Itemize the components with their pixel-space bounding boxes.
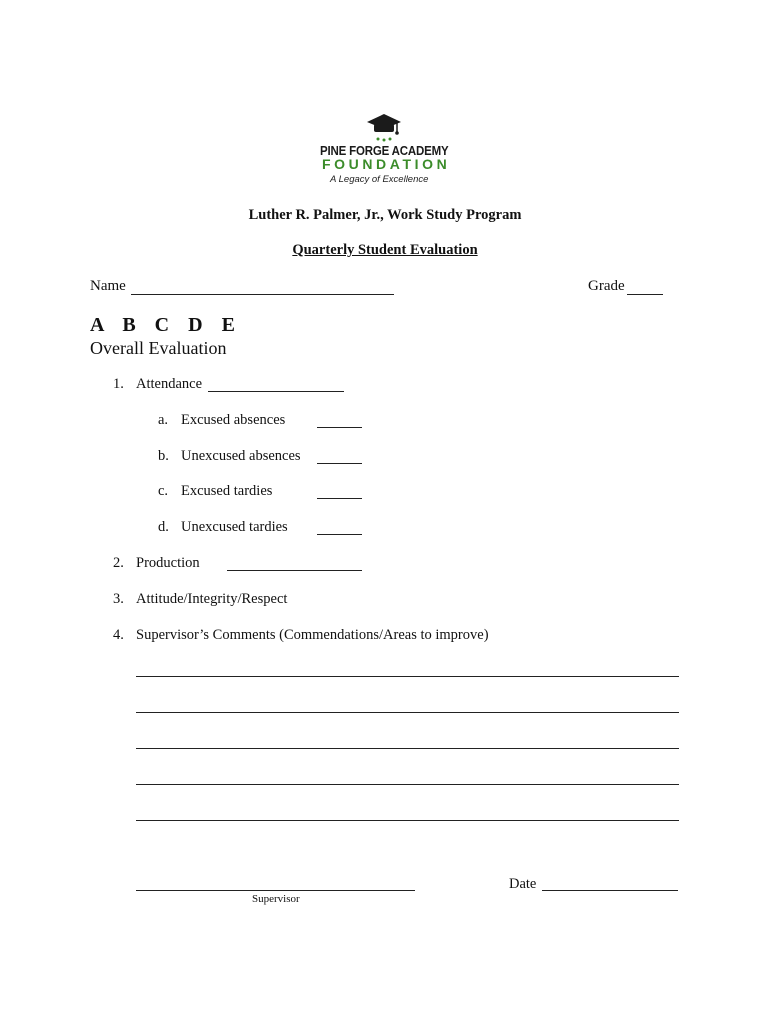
attitude-label: Attitude/Integrity/Respect bbox=[136, 591, 288, 607]
overall-evaluation-label: Overall Evaluation bbox=[90, 338, 227, 358]
sub-letter: b. bbox=[158, 448, 169, 464]
production-field[interactable] bbox=[227, 570, 362, 571]
supervisor-comments-label: Supervisor’s Comments (Commendations/Areas to improve) bbox=[136, 627, 489, 643]
logo-text-foundation: FOUNDATION bbox=[322, 156, 451, 172]
item-number: 1. bbox=[113, 376, 124, 392]
date-label: Date bbox=[509, 876, 537, 892]
excused-absences-label: Excused absences bbox=[181, 412, 286, 428]
item-number: 4. bbox=[113, 627, 124, 643]
production-label: Production bbox=[136, 555, 200, 571]
name-field[interactable] bbox=[131, 294, 394, 295]
unexcused-absences-field[interactable] bbox=[317, 463, 362, 464]
sub-letter: c. bbox=[158, 483, 169, 499]
name-label: Name bbox=[90, 278, 126, 294]
grade-label: Grade bbox=[588, 278, 625, 294]
item-number: 3. bbox=[113, 591, 124, 607]
comment-line[interactable] bbox=[136, 784, 679, 785]
attendance-field[interactable] bbox=[208, 391, 344, 392]
attendance-label: Attendance bbox=[136, 376, 203, 392]
grade-field[interactable] bbox=[627, 294, 663, 295]
graduation-cap-icon bbox=[365, 112, 403, 144]
comment-line[interactable] bbox=[136, 712, 679, 713]
excused-absences-field[interactable] bbox=[317, 427, 362, 428]
foundation-logo bbox=[318, 112, 454, 188]
form-title: Quarterly Student Evaluation bbox=[292, 242, 478, 258]
unexcused-tardies-field[interactable] bbox=[317, 534, 362, 535]
unexcused-absences-label: Unexcused absences bbox=[181, 448, 301, 464]
unexcused-tardies-label: Unexcused tardies bbox=[181, 519, 288, 535]
sub-letter: d. bbox=[158, 519, 169, 535]
grade-scale: A B C D E bbox=[90, 314, 235, 336]
program-title: Luther R. Palmer, Jr., Work Study Program bbox=[248, 207, 522, 223]
comment-line[interactable] bbox=[136, 676, 679, 677]
date-field[interactable] bbox=[542, 890, 678, 891]
logo-text-academy: PINE FORGE ACADEMY bbox=[320, 144, 449, 158]
excused-tardies-field[interactable] bbox=[317, 498, 362, 499]
form-title-wrap bbox=[0, 242, 770, 259]
logo-tagline: A Legacy of Excellence bbox=[330, 174, 429, 185]
item-number: 2. bbox=[113, 555, 124, 571]
supervisor-label: Supervisor bbox=[252, 893, 300, 905]
supervisor-signature-field[interactable] bbox=[136, 890, 415, 891]
excused-tardies-label: Excused tardies bbox=[181, 483, 273, 499]
comment-line[interactable] bbox=[136, 820, 679, 821]
comment-line[interactable] bbox=[136, 748, 679, 749]
sub-letter: a. bbox=[158, 412, 169, 428]
